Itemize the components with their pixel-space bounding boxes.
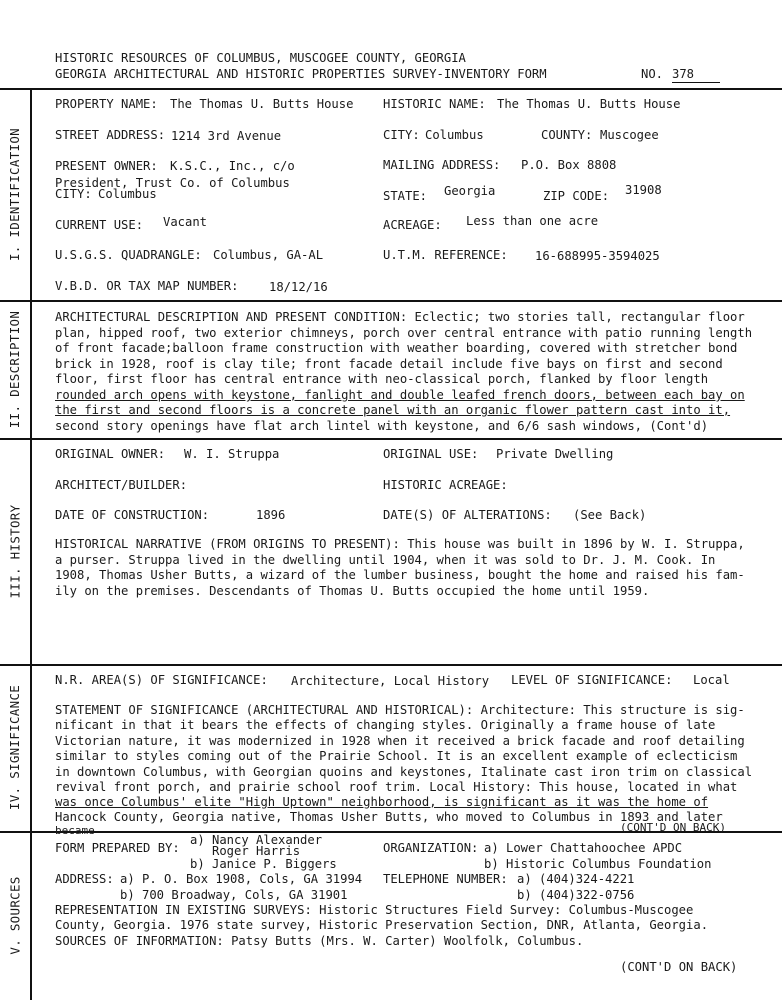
form-title-line1: HISTORIC RESOURCES OF COLUMBUS, MUSCOGEE COUNTY, GEORGIA [55, 51, 466, 65]
original-owner: W. I. Struppa [184, 447, 280, 461]
areas-of-significance: Architecture, Local History [291, 674, 490, 688]
description-block [55, 310, 745, 325]
statement-line: became [55, 824, 95, 837]
tax-map-label: V.B.D. OR TAX MAP NUMBER: [55, 279, 239, 293]
description-line: second story openings have flat arch lintel with keystone, and 6/6 sash windows, (Cont'd) [55, 419, 709, 433]
acreage: Less than one acre [466, 214, 599, 228]
statement-line: similar to styles coming out of the Prairie School. It is an excellent example of eclecticism [55, 749, 738, 763]
significance-continued: (CONT'D ON BACK) [620, 821, 726, 834]
property-name-label: PROPERTY NAME: [55, 97, 158, 111]
alterations-label: DATE(S) OF ALTERATIONS: [383, 508, 552, 522]
section-label-sources: V. SOURCES [7, 876, 23, 955]
description-label: ARCHITECTURAL DESCRIPTION AND PRESENT CONDITION: [55, 310, 408, 324]
architect-builder-label: ARCHITECT/BUILDER: [55, 478, 188, 492]
construction-date-label: DATE OF CONSTRUCTION: [55, 508, 210, 522]
mailing-address-label: MAILING ADDRESS: [383, 158, 501, 172]
address-label: ADDRESS: [55, 872, 114, 886]
county: Muscogee [600, 128, 659, 142]
historic-name-label: HISTORIC NAME: [383, 97, 486, 111]
narrative-line: ily on the premises. Descendants of Thomas U. Butts occupied the home until 1959. [55, 584, 650, 598]
current-use: Vacant [163, 215, 208, 229]
zip-code: 31908 [625, 183, 662, 197]
statement-label: STATEMENT OF SIGNIFICANCE (ARCHITECTURAL AND HISTORICAL): [55, 703, 474, 717]
state: Georgia [444, 184, 496, 198]
sources-of-information: SOURCES OF INFORMATION: Patsy Butts (Mrs. W. Carter) Woolfolk, Columbus. [55, 934, 584, 948]
present-owner-label: PRESENT OWNER: [55, 159, 158, 173]
form-title-line2: GEORGIA ARCHITECTURAL AND HISTORIC PROPERTIES SURVEY-INVENTORY FORM [55, 67, 547, 81]
section-label-significance: IV. SIGNIFICANCE [7, 684, 23, 811]
statement-line: revival front porch, and prairie school roof trim. Local History: This house, located in what [55, 780, 738, 794]
statement-line: Hancock County, Georgia native, Thomas Usher Butts, who moved to Columbus in 1893 and later [55, 810, 723, 824]
prepared-by-b: b) Janice P. Biggers [190, 857, 337, 871]
description-line: ARCHITECTURAL DESCRIPTION AND PRESENT CONDITION: Eclectic; two stories tall, rectangular floor [55, 310, 745, 324]
street-address: 1214 3rd Avenue [171, 129, 282, 143]
usgs-quadrangle-label: U.S.G.S. QUADRANGLE: [55, 248, 202, 262]
description-line: plan, hipped roof, two exterior chimneys, porch over central entrance with patio running length [55, 326, 753, 340]
zip-code-label: ZIP CODE: [543, 189, 610, 203]
street-address-label: STREET ADDRESS: [55, 128, 166, 142]
acreage-label: ACREAGE: [383, 218, 442, 232]
historic-acreage-label: HISTORIC ACREAGE: [383, 478, 508, 492]
representation-line: REPRESENTATION IN EXISTING SURVEYS: Historic Structures Field Survey: Columbus-Muscogee [55, 903, 694, 917]
statement-line: was once Columbus' elite "High Uptown" neighborhood, is significant as it was the home of [55, 795, 709, 809]
section-label-history: III. HISTORY [7, 504, 23, 598]
narrative-line: a purser. Struppa lived in the dwelling until 1904, when it was sold to Dr. J. M. Cook. In [55, 553, 716, 567]
section-label-identification: I. IDENTIFICATION [7, 127, 23, 261]
property-name: The Thomas U. Butts House [170, 97, 354, 111]
statement-line: in downtown Columbus, with Georgian quoins and keystones, Italinate cast iron trim on classical [55, 765, 753, 779]
description-line: brick in 1928, roof is clay tile; front facade detail include five bays on first and second [55, 357, 723, 371]
organization-a: a) Lower Chattahoochee APDC [484, 841, 683, 855]
construction-date: 1896 [256, 508, 286, 522]
address-b: b) 700 Broadway, Cols, GA 31901 [120, 888, 348, 902]
divider [0, 664, 782, 666]
owner-city-label: CITY: [55, 187, 92, 201]
statement-line: nificant in that it bears the effects of changing styles. Originally a frame house of late [55, 718, 716, 732]
present-owner: K.S.C., Inc., c/o [170, 159, 295, 173]
original-use: Private Dwelling [496, 447, 614, 461]
description-line: rounded arch opens with keystone, fanlight and double leafed french doors, between each bay on [55, 388, 745, 402]
level-of-significance: Local [693, 673, 730, 687]
section-label-description: II. DESCRIPTION [7, 310, 23, 428]
telephone-label: TELEPHONE NUMBER: [383, 872, 508, 886]
present-owner-line2: President, Trust Co. of Columbus [55, 176, 290, 190]
form-number: 378 [672, 66, 720, 83]
historic-name: The Thomas U. Butts House [497, 97, 681, 111]
narrative-line: HISTORICAL NARRATIVE (FROM ORIGINS TO PRESENT): This house was built in 1896 by W. I. Struppa, [55, 537, 745, 551]
tax-map-number: 18/12/16 [269, 280, 328, 294]
statement-line: STATEMENT OF SIGNIFICANCE (ARCHITECTURAL AND HISTORICAL): Architecture: This structure is sig- [55, 703, 745, 717]
divider [0, 438, 782, 440]
address-a: a) P. O. Box 1908, Cols, GA 31994 [120, 872, 363, 886]
mailing-address: P.O. Box 8808 [521, 158, 617, 172]
usgs-quadrangle: Columbus, GA-AL [213, 248, 324, 262]
prepared-by-a2: Roger Harris [212, 844, 301, 858]
city-label: CITY: [383, 128, 420, 142]
level-of-significance-label: LEVEL OF SIGNIFICANCE: [511, 673, 673, 687]
sources-continued: (CONT'D ON BACK) [620, 960, 738, 974]
original-owner-label: ORIGINAL OWNER: [55, 447, 166, 461]
current-use-label: CURRENT USE: [55, 218, 144, 232]
county-label: COUNTY: [541, 128, 593, 142]
alterations: (See Back) [573, 508, 647, 522]
representation-line: County, Georgia. 1976 state survey, Historic Preservation Section, DNR, Atlanta, Georgia. [55, 918, 709, 932]
city: Columbus [425, 128, 484, 142]
telephone-a: a) (404)324-4221 [517, 872, 635, 886]
original-use-label: ORIGINAL USE: [383, 447, 479, 461]
form-prepared-by-label: FORM PREPARED BY: [55, 841, 180, 855]
utm-reference-label: U.T.M. REFERENCE: [383, 248, 508, 262]
narrative-label: HISTORICAL NARRATIVE (FROM ORIGINS TO PRESENT): [55, 537, 400, 551]
description-line: the first and second floors is a concrete panel with an organic flower pattern cast into it, [55, 403, 731, 417]
description-line: floor, first floor has central entrance with neo-classical porch, flanked by floor length [55, 372, 709, 386]
divider [0, 88, 782, 90]
state-label: STATE: [383, 189, 428, 203]
prepared-by-a: a) Nancy Alexander [190, 833, 323, 847]
divider [0, 300, 782, 302]
description-line: of front facade;balloon frame construction with weather boarding, covered with stretcher bond [55, 341, 738, 355]
organization-b: b) Historic Columbus Foundation [484, 857, 712, 871]
organization-label: ORGANIZATION: [383, 841, 479, 855]
narrative-line: 1908, Thomas Usher Butts, a wizard of the lumber business, bought the home and raised his fam- [55, 568, 745, 582]
owner-city: Columbus [98, 187, 157, 201]
section-label-border [30, 88, 32, 1000]
areas-of-significance-label: N.R. AREA(S) OF SIGNIFICANCE: [55, 673, 268, 687]
telephone-b: b) (404)322-0756 [517, 888, 635, 902]
statement-line: Victorian nature, it was modernized in 1928 when it received a brick facade and roof detailing [55, 734, 745, 748]
form-number-label: NO. [641, 67, 664, 81]
utm-reference: 16-688995-3594025 [535, 249, 660, 263]
